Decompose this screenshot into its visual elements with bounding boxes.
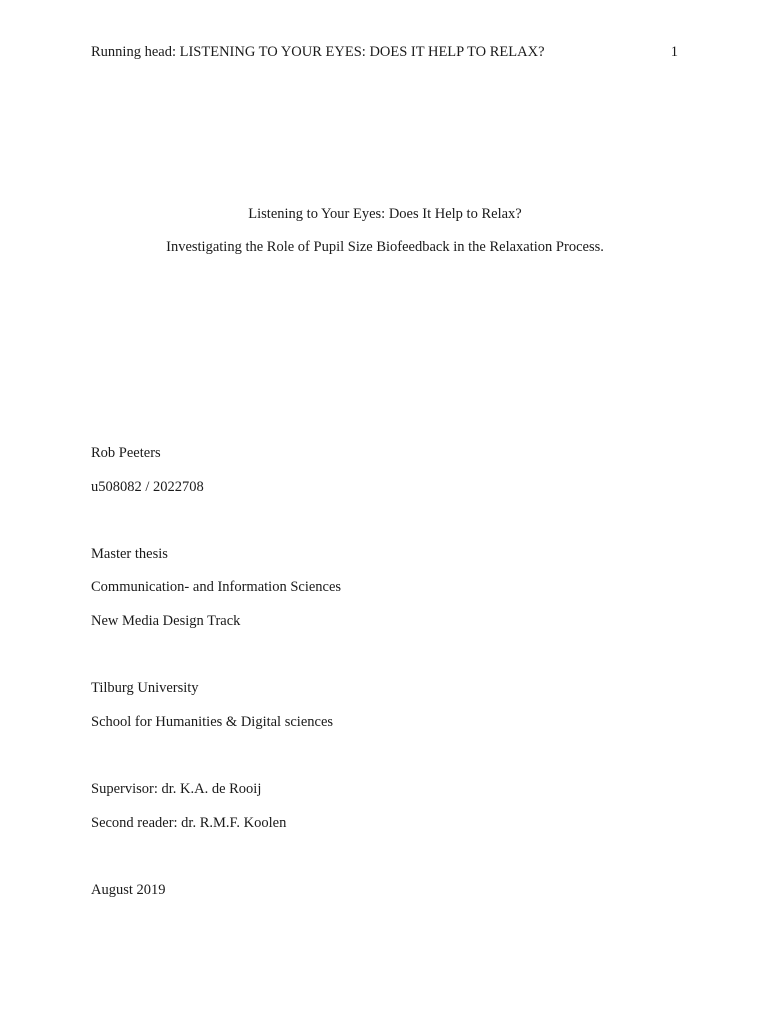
supervisor: Supervisor: dr. K.A. de Rooij: [91, 781, 262, 797]
university-name: Tilburg University: [91, 680, 199, 696]
student-number: u508082 / 2022708: [91, 479, 204, 495]
thesis-title: Listening to Your Eyes: Does It Help to Relax?: [248, 206, 522, 222]
program-field: Communication- and Information Sciences: [91, 579, 342, 595]
program-track: New Media Design Track: [91, 613, 241, 629]
author-name: Rob Peeters: [91, 445, 161, 461]
submission-date: August 2019: [91, 882, 166, 898]
second-reader: Second reader: dr. R.M.F. Koolen: [91, 815, 287, 831]
thesis-subtitle: Investigating the Role of Pupil Size Biofeedback in the Relaxation Process.: [166, 239, 604, 255]
page-number: 1: [670, 44, 678, 60]
running-head: Running head: LISTENING TO YOUR EYES: DOES IT HELP TO RELAX?: [91, 44, 545, 60]
thesis-type: Master thesis: [91, 546, 168, 562]
school-name: School for Humanities & Digital sciences: [91, 714, 334, 730]
